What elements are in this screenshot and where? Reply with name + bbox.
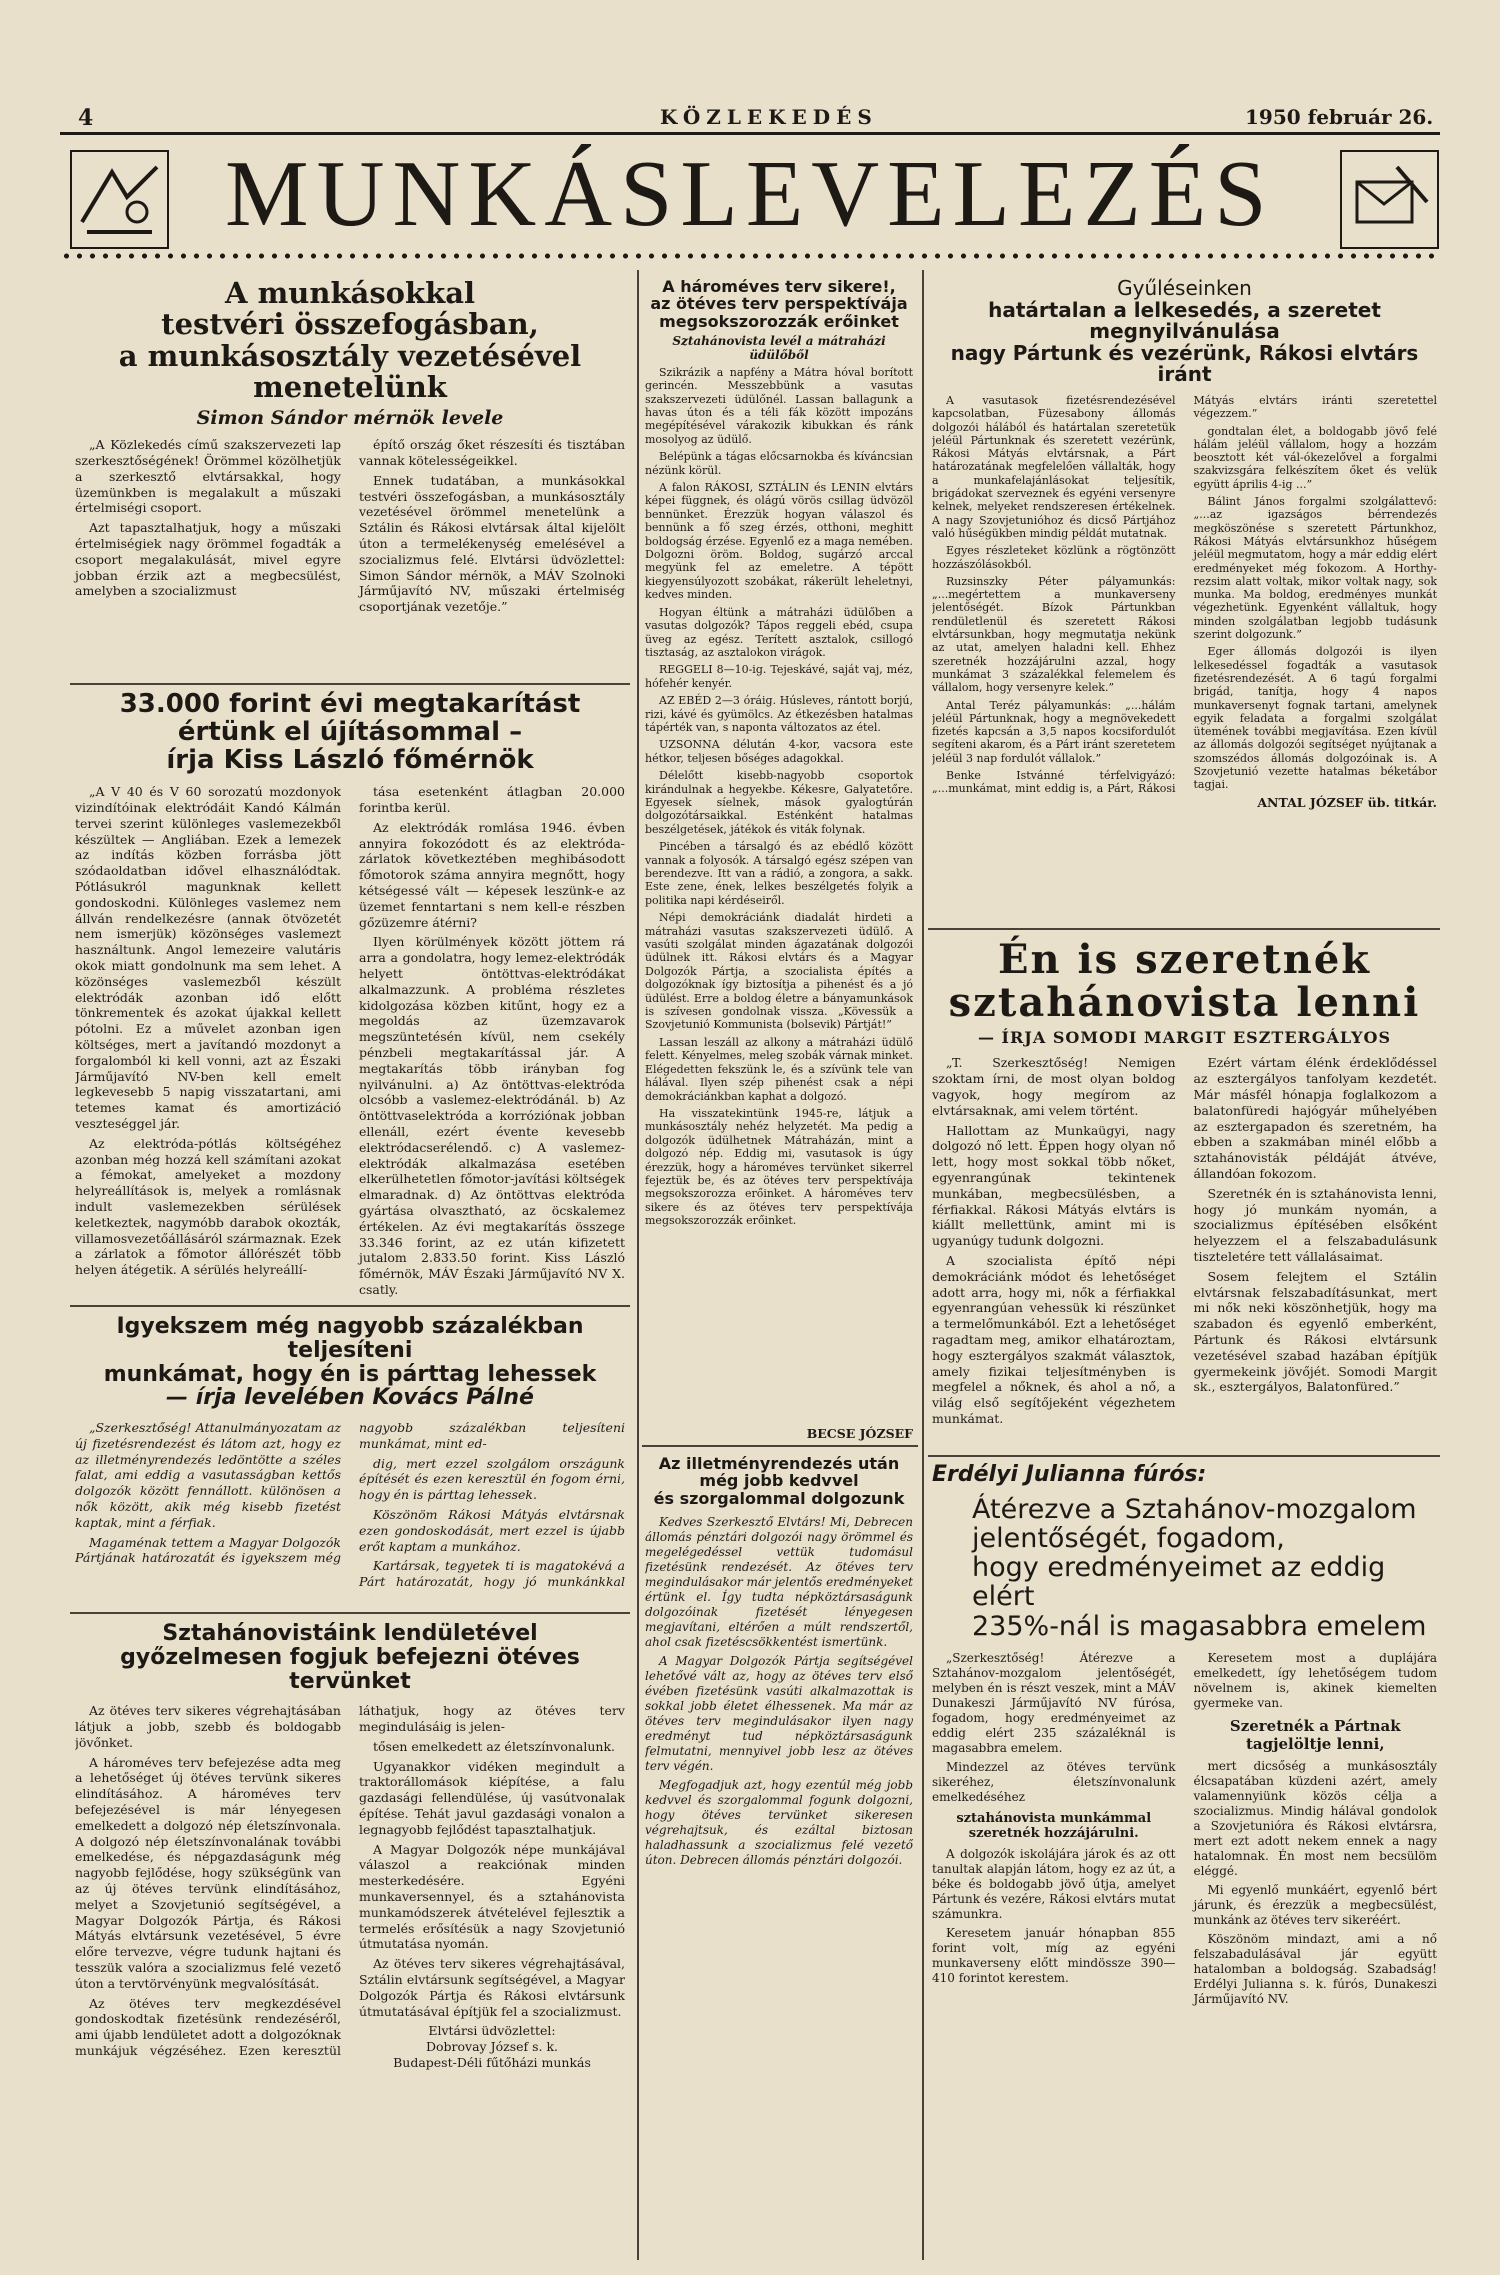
byline: — ÍRJA SOMODI MARGIT ESZTERGÁLYOS [977,1028,1392,1048]
article-divider [70,1612,630,1614]
header-rule [60,132,1440,135]
article-somodi: Én is szeretnék sztahánovista lenni — ÍRJA SOMODI MARGIT ESZTERGÁLYOS „T. Szerkesztőség! Nemigen szoktam írni, de most olyan boldog vagyok, hogy megírom az elvtársaknak, ami velem történt. Hallottam az Munkaügyi, nagy dolgozó nő lett. Éppen hogy olyan nő lett, hogy most sokkal több nőket, egyenrangúnak tekintenek munkában, megbecsülésben, a férfiakkal. Rákosi Mátyás elvtárs is kiállt mellettünk, amint mi is ugyanúgy tudunk dolgozni. A szocialista építő népi demokráciánk módot és lehetőséget adott arra, hogy mi, nők a férfiakkal egyenrangúan vehessük ki részünket a termelőmunkából. Ezt a lehetőséget ragadtam meg, amikor elhatároztam, hogy esztergályos szakmát választok, amely fizikai teljesítményben is megfelel a nőknek, és ahol a nő, a világ első segítőjeként végezhetem munkámat. Ezért vártam élénk érdeklődéssel az esztergályos tanfolyam kezdetét. Már másfél hónapja foglalkozom a balatonfüredi hajógyár műhelyében az esztergapadon és szeretném, ha ebben a szakmában minél előbb a sztahánovisták példáját átvéve, állandóan fokozom. Szeretnék én is sztahánovista lenni, hogy jó munkám nyomán, a szocializmus építésében elsőként helyezzem el a felszabadulásunk tiszteletére tett vállalásaimat. Sosem felejtem el Sztálin elvtársnak felszabadításunkat, mert mi nők neki köszönhetjük, hogy ma szabadon és egyenlő emberként, Pártunk és Rákosi elvtársunk vezetésével szabad hazában építjük gyermekeink jövőjét. Somodi Margit sk., esztergályos, Balatonfüred.” [932,936,1437,1426]
headline: A munkásokkal testvéri összefogásban, a munkásosztály vezetésével menetelünk [118,276,582,404]
headline: Gyűléseinken határtalan a lelkesedés, a szeretet megnyilvánulása nagy Pártunk és vezérünk, Rákosi elvtárs iránt [950,276,1419,387]
article-gyulesek: Gyűléseinken határtalan a lelkesedés, a szeretet megnyilvánulása nagy Pártunk és vezérünk, Rákosi elvtárs iránt A vasutasok fizetésrendezésével kapcsolatban, Füzesabony állomás dolgozói hálából és határtalan szeretetük jeléül Pártunknak és szeretett vezérünk, Rákosi Mátyás elvtársnak, a Párt határozatának megfelelően vállalták, hogy a munkafelajánlásokat teljesítik, brigádokat szerveznek és egyéni versenyre kelnek, melyeket rendszeresen értékelnek. A nagy Szovjetunióhoz és dicső Pártjához való hűségükben mindig példát mutatnak. Egyes részleteket közlünk a rögtönzött hozzászólásokból. Ruzsinszky Péter pályamunkás: „...megértettem a munkaverseny jelentőségét. Bízok Pártunkban rendületlenül és szeretett Rákosi elvtársunkban, hogy megmutatja nekünk az utat, amelyen haladni kell. Ehhez szeretnék hozzájárulni azzal, hogy munkámat 3 százalékkal felemelem és vállalom, hogy versenyre kelek.” Antal Teréz pályamunkás: „...hálám jeléül Pártunknak, hogy a megnövekedett fizetés kapcsán a 3,5 napos kocsifordulót segíteni akarom, és a Párt iránt szeretetem jeléül 3 nap fordulót vállalok.” Benke Istvánné térfelvigyázó: „...munkámat, mint eddig is, a Párt, Rákosi Mátyás elvtárs iránti szeretettel végezzem.” gondtalan élet, a boldogabb jövő felé hálám jeléül vállalom, hogy a hozzám beosztott két vál-ókezelővel a forgalmi szakvizsgára felkészítem őket és velük együtt április 4-ig ...” Bálint János forgalmi szolgálattevő: „...az igazságos bérrendezés megköszönése s szeretett Pártunkhoz, Rákosi Mátyás elvtársunkhoz hűségem jeléül megmutatom, hogy a már eddig elért eredményeket még fokozom. A Horthy-rezsim alatt voltak, mikor voltak nagy, sok munka. Ma boldog, eredményes munkát végezhetünk. Egyenként vállaltuk, hogy minden szolgálatban legjobb tudásunk szerint dolgozunk.” Eger állomás dolgozói is ilyen lelkesedéssel fogadták a vasutasok fizetésrendezését. A 6 tagú forgalmi brigád, tanítja, hogy 4 napos munkaversenyt fognak tartani, amelynek egyik feladata a forgalmi szolgálat ütemének további megjavítása. Ezen kívül az állomás dolgozói segítséget nyújtanak a szomszédos állomás dolgozóinak is. A Szovjetunió vezette hatalmas béketábor tagjai. ANTAL JÓZSEF üb. titkár. [932,276,1437,810]
article-divider [928,928,1440,930]
section-title: MUNKÁSLEVELEZÉS [225,142,1275,246]
article-matrahaza: A hároméves terv sikere!, az ötéves terv perspektívája megsokszorozzák erőinket Sztahánovista levél a mátraházi üdülőből Szikrázik a napfény a Mátra hóval borított gerincén. Messzebbünk a vasutas szakszervezeti üdülőnél. Lassan ballagunk a havas úton és a téli fák között impozáns megépítésével várakozik kibukkan és ránk mosolyog az üdülő. Belépünk a tágas előcsarnokba és kíváncsian nézünk körül. A falon RÁKOSI, SZTÁLIN és LENIN elvtárs képei függnek, és olágú vörös csillag üdvözöl bennünket. Érezzük hogyan válaszol és bennünk a fő szeg érzés, otthoni, meghitt boldogság érzése. Egyenlő ez a maga nemében. Dolgozni öröm. Boldog, sugárzó arccal megyünk fel az emeletre. A tépött kiegyensúlyozott szobákat, rákerült leheletnyi, kedves minden. Hogyan éltünk a mátraházi üdülőben a vasutas dolgozók? Tápos reggeli ebéd, csupa üveg az egész. Terített asztalok, csillogó tisztaság, az asztalokon virágok. REGGELI 8—10-ig. Tejeskávé, saját vaj, méz, hófehér kenyér. AZ EBÉD 2—3 óráig. Húsleves, rántott borjú, rizi, kávé és gyümölcs. Az étkezésben hatalmas tápérték van, s naponta változatos az étel. UZSONNA délután 4-kor, vacsora este hétkor, teljesen bőséges adagokkal. Délelőtt kisebb-nagyobb csoportok kirándulnak a hegyekbe. Kékesre, Galyatetőre. Egyesek síelnek, mások gyalogtúrán dolgozótársaikkal. Esténként hatalmas beszélgetések, játékok és viták folynak. Pincében a társalgó és az ebédlő között vannak a folyosók. A társalgó egész szépen van berendezve. Itt van a rádió, a zongora, a sakk. Este zene, ének, lelkes beszélgetés folyik a politika napi kérdéseiről. Népi demokráciánk diadalát hirdeti a mátraházi vasutas szakszervezeti üdülő. A vasúti szolgálat minden ágazatának dolgozói üdülnek itt. Rákosi elvtárs és a Magyar Dolgozók Pártja, a szocialista építés a dolgozóknak így biztosítja a pihenést és a jó üdülést. Erre a boldog életre a bányamunkások is szívesen gondolnak vissza. „Kövessük a Szovjetunió Kommunista (bolsevik) Pártját!” Lassan leszáll az alkony a mátraházi üdülő felett. Kényelmes, meleg szobák várnak minket. Elégedetten fekszünk le, és a szívünk tele van hálával. Ilyen szép pihenést csak a népi demokráciánkban kaphat a dolgozó. Ha visszatekintünk 1945-re, látjuk a munkásosztály nehéz helyzetét. Ma pedig a dolgozók üdülhetnek Mátraházán, mint a dolgozó nép. Eddig mi, vasutasok is úgy érezzük, hogy a hároméves tervünket sikerrel fejeztük be, és az ötéves terv perspektívája megsokszorozza erőinket. A hároméves terv sikere és az ötéves terv perspektívája megsokszorozzák erőinket. BECSE JÓZSEF [645,277,913,1441]
article-dobrovay: Sztahánovistáink lendületével győzelmesen fogjuk befejezni ötéves tervünket Az ötéves terv sikeres végrehajtásában látjuk a jobb, szebb és boldogabb jövőnket. A hároméves terv befejezése adta meg a lehetőséget új ötéves tervünk sikeres elindításához. A hároméves terv befejezésével is már lényegesen emelkedett a dolgozó nép életszínvonala. A dolgozó nép életszínvonalának további emelkedése, és népgazdaságunk még nagyobb fejlődése, hogy szükségünk van az új ötéves tervünk elindításához, melyet a Szovjetunió segítségével, a Magyar Dolgozók Pártja, és Rákosi Mátyás elvtársunk vezetésével, 5 évre előre tervezve, végre tudunk hajtani és tesszük valóra a szocializmus felé vezető úton a tervtörvényünk megvalósítását. Az ötéves terv megkezdésével gondoskodtak fizetésünk rendezéséről, ami újabb lendületet adott a dolgozóknak munkájuk végzéséhez. Ezen keresztül láthatjuk, hogy az ötéves terv megindulásáig is jelen- tősen emelkedett az életszínvonalunk. Ugyanakkor vidéken megindult a traktorállomások kiépítése, a falu gazdasági fellendülése, új vasútvonalak építése. Tehát javul gazdasági vonalon a legnagyobb fejlődést tapasztalhatjuk. A Magyar Dolgozók népe munkájával válaszol a reakciónak minden mesterkedésére. Egyéni munkaversennyel, és a sztahánovista munkamódszerek átvételével fejlesztik a termelés erősítésük a nagy Szovjetunió útmutatása nyomán. Az ötéves terv sikeres végrehajtásával, Sztálin elvtársunk segítségével, a Magyar Dolgozók Pártja és Rákosi elvtársunk útmutatásával építjük fel a szocializmust. Elvtársi üdvözlettel: Dobrovay József s. k. Budapest-Déli fűtőházi munkás [75,1621,625,2070]
column-rule [922,270,924,2260]
article-divider [70,683,630,685]
headline: A hároméves terv sikere!, az ötéves terv perspektívája megsokszorozzák erőinket [650,277,908,331]
headline: Az illetményrendezés után még jobb kedvvel és szorgalommal dolgozunk [653,1454,905,1508]
decorative-dot-rule [60,250,1440,262]
article-kiss: 33.000 forint évi megtakarítást értünk el újításommal – írja Kiss László főmérnök „A V 40 és V 60 sorozatú mozdonyok vizindítóinak elektródáit Kandó Kálmán tervei szerint különleges vaslemezekből készültek — Angliában. Ezek a lemezek az indítás közben forrásba jött szódaoldatban idővel elhasználódtak. Pótlásukról magunknak kellett gondoskodni. Különleges vaslemez nem állván rendelkezésre (annak ötvözetét nem ismerjük) közönséges vaslemezt használtunk. Angol lemezeire valutáris okok miatt gondolnunk ma sem lehet. A közönséges vaslemezből készült elektródák azonban idő előtt tönkrementek és azokat újakkal kellett pótolni. Ez a művelet azonban igen költséges, mert a javítandó mozdonyt a forgalomból ki kell vonni, azt az Északi Járműjavító NV-ben kell emelt legkevesebb 5 napig visszatartani, ami tetemes kamat és amortizáció veszteséggel jár. Az elektróda-pótlás költségéhez azonban még hozzá kell számítani azokat a fémokat, amelyeket a mozdony helyreállítások is, melyek a romlásnak indult vaslemezekben sérülések keletkeztek, nagymóbb darabok okozták, villamosvezetőállásáról származnak. Ezek a zárlatok a főmotor állórészét több helyen átégetik. A sérülés helyreállí- tása esetenként átlagban 20.000 forintba kerül. Az elektródák romlása 1946. évben annyira fokozódott és az elektróda-zárlatok következtében meghibásodott főmotorok száma annyira megnőtt, hogy kétségessé vált — képesek leszünk-e az üzemet fenntartani s nem kell-e részben gőzüzemre átérni? Ilyen körülmények között jöttem rá arra a gondolatra, hogy lemez-elektródák helyett öntöttvas-elektródákat alkalmazzunk. A probléma részletes kidolgozása közben kitűnt, hogy ez a megoldás az üzemzavarok megszüntetésén kívül, nem csekély pénzbeli megtakarítással jár. A megtakarítás több irányban fog nyilvánulni. a) Az öntöttvas-elektróda olcsóbb a vaslemez-elektródánál. b) Az öntöttvaselektróda a korróziónak jobban ellenáll, ezért évente kevesebb elektródacserélendő. c) A vaslemez-elektródák alkalmazása esetében elkerülhetetlen főmotor-javítási költségek elmaradnak. d) Az öntöttvas elektróda gyártása olvasztható, az öcskalemez értékelen. Az évi megtakarítás összege 33.346 forint, az ez után kifizetett jutalom 2.833.50 forint. Kiss László főmérnök, MÁV Északi Járműjavító NV X. csatly. [75,689,625,1297]
author-name: Erdélyi Julianna fúrós: [932,1462,1207,1487]
headline: Én is szeretnék sztahánovista lenni [948,936,1421,1027]
column-rule [637,270,639,2260]
article-divider [928,1455,1440,1457]
article-erdelyi: Erdélyi Julianna fúrós: Átérezve a Sztahánov-mozgalom jelentőségét, fogadom, hogy eredményeimet az eddig elért 235%-nál is magasabbra emelem „Szerkesztőség! Átérezve a Sztahánov-mozgalom jelentőségét, melyben én is részt veszek, mint a MÁV Dunakeszi Járműjavító NV fúrósa, fogadom, hogy eredményeimet az eddig elért 235 százaléknál is magasabbra emelem. Mindezzel az ötéves tervünk sikeréhez, életszínvonalunk emelkedéséhez sztahánovista munkámmal szeretnék hozzájárulni. A dolgozók iskolájára járok és az ott tanultak alapján látom, hogy ez az út, a béke és boldogabb jövő útja, amelyet Pártunk és vezére, Rákosi elvtárs mutat számunkra. Keresetem január hónapban 855 forint volt, míg az egyéni munkaverseny előtt mindössze 390—410 forintot kerestem. Keresetem most a duplájára emelkedett, így lehetőségem tudom növelnem is, akinek kiemelten gyermeke van. Szeretnék a Pártnak tagjelöltje lenni, mert dicsőség a munkásosztály élcsapatában küzdeni azért, amely valamennyiünk közös célja a szocializmus. Mindig hálával gondolok a Szovjetunióra és Rákosi elvtársra, mert ezt adott nekem ennek a nagy hatalomnak. Én most nem becsülöm eléggé. Mi egyenlő munkáért, egyenlő bért járunk, és érezzük a megbecsülést, munkánk az ötéves terv sikeréért. Köszönöm mindazt, ami a nő felszabadulásával jár együtt hatalomban a boldogság. Szabadság! Erdélyi Julianna s. k. fúrós, Dunakeszi Járműjavító NV. [932,1462,1437,2006]
signature: ANTAL JÓZSEF üb. titkár. [1257,794,1437,810]
article-divider [70,1305,630,1307]
left-emblem-icon [70,150,169,249]
headline: Sztahánovistáink lendületével győzelmesen fogjuk befejezni ötéves tervünket [120,1621,580,1694]
article-kovacs: Igyekszem még nagyobb százalékban teljesíteni munkámat, hogy én is párttag lehessek — írja levelében Kovács Pálné „Szerkesztőség! Attanulmányozatam az új fizetésrendezést és látom azt, hogy ez az illetményrendezés ledöntötte a széles falat, ami eddig a vasutasságban kettős dolgozók között fennállott. különösen a nők között, akik még kisebb fizetést kaptak, mint a férfiak. Magaménak tettem a Magyar Dolgozók Pártjának határozatát és igyekszem még nagyobb százalékban teljesíteni munkámat, mint ed- dig, mert ezzel szolgálom országunk építését és ezen keresztül én fogom érni, hogy én is párttag lehessek. Köszönöm Rákosi Mátyás elvtársnak ezen gondoskodását, mert ezzel is újabb erőt kaptam a munkához. Kartársak, tegyetek ti is magatokévá a Párt határozatát, hogy jó munkánkkal [75,1314,625,1590]
article-debrecen: Az illetményrendezés után még jobb kedvvel és szorgalommal dolgozunk Kedves Szerkesztő Elvtárs! Mi, Debrecen állomás pénztári dolgozói nagy örömmel és megelégedéssel vettük tudomásul fizetésünk rendezését. Az ötéves terv megindulásakor már jelentős eredményeket értünk el. Így tudta népköztársaságunk dolgozóinak fizetését lényegesen megjavítani, eltérően a múlt rendszertől, ahol csak fizetéscsökkentést ismertünk. A Magyar Dolgozók Pártja segítségével lehetővé vált az, hogy az ötéves terv első évében fizetésünk vasúti alkalmazottak is sokkal jobb életet élhessenek. Ma már az ötéves terv megindulásakor ilyen nagy eredményt tud népköztársaságunk felmutatni, mennyivel jobb lesz az ötéves terv végén. Megfogadjuk azt, hogy ezentúl még jobb kedvvel és szorgalommal fogunk dolgozni, hogy ötéves tervünket sikeresen végrehajtsuk, és ezáltal biztosan haladhassunk a szocializmus felé vezető úton. Debrecen állomás pénztári dolgozói. [645,1454,913,1867]
issue-date: 1950 február 26. [1245,105,1434,129]
masthead: KÖZLEKEDÉS [660,105,878,129]
headline: Átérezve a Sztahánov-mozgalom jelentőségét, fogadom, hogy eredményeimet az eddig elért 235%-nál is magasabbra emelem [972,1494,1427,1642]
article-divider [642,1445,918,1447]
byline: Simon Sándor mérnök levele [196,407,504,430]
article-simon: A munkásokkal testvéri összefogásban, a munkásosztály vezetésével menetelünk Simon Sándor mérnök levele „A Közlekedés című szakszervezeti lap szerkesztőségének! Örömmel közölhetjük a szerkesztő elvtársakkal, hogy üzemünkben is megalakult a műszaki értelmiségi csoport. Azt tapasztalhatjuk, hogy a műszaki értelmiségiek nagy örömmel fogadták a csoport megalakulását, mivel egyre jobban érzik azt a megbecsülést, amelyben a szocializmust építő ország őket részesíti és tisztában vannak kötelességeikkel. Ennek tudatában, a munkásokkal testvéri összefogásban, a munkásosztály vezetésével örömmel menetelünk a Sztálin és Rákosi elvtársak által kijelölt úton a termelékenység emelésével a szocializmus felé. Elvtársi üdvözlettel: Simon Sándor mérnök, a MÁV Szolnoki Járműjavító NV, műszaki értelmiség csoportjának vezetője.” [75,276,625,615]
page-number: 4 [78,105,94,131]
signature: BECSE JÓZSEF [806,1425,913,1441]
right-emblem-icon [1340,150,1439,249]
headline: Igyekszem még nagyobb százalékban teljesíteni munkámat, hogy én is párttag lehessek — írja levelében Kovács Pálné [103,1314,597,1411]
headline: 33.000 forint évi megtakarítást értünk el újításommal – írja Kiss László főmérnök [119,689,581,776]
